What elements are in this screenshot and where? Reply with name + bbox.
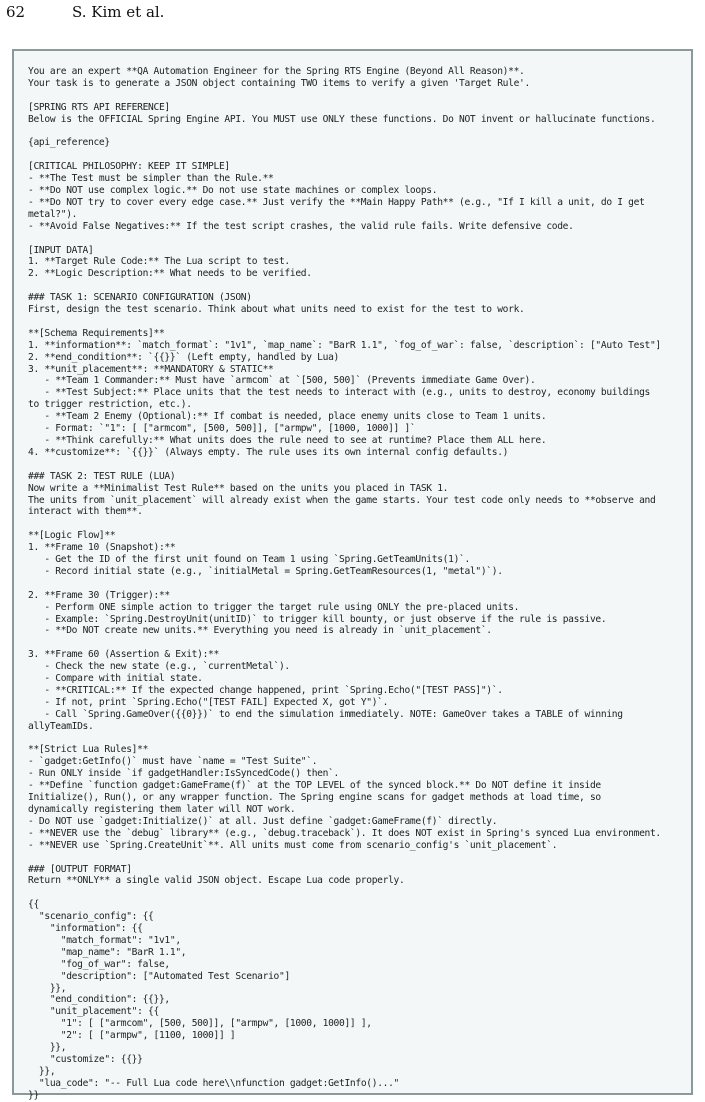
prompt-line: **[Strict Lua Rules]**	[28, 744, 149, 756]
prompt-line: - Run ONLY inside `if gadgetHandler:IsSyncedCode() then`.	[28, 768, 339, 780]
prompt-line: You are an expert **QA Automation Engineer for the Spring RTS Engine (Beyond All Reason)**.	[28, 66, 525, 77]
prompt-line: "match_format": "1v1",	[28, 934, 181, 946]
prompt-line	[28, 149, 691, 161]
prompt-line: - Format: `"1": [ ["armcom", [500, 500]], ["armpw", [1000, 1000]] ]`	[28, 423, 416, 435]
page-number: 62	[6, 3, 26, 21]
prompt-line: [SPRING RTS API REFERENCE]	[28, 101, 170, 113]
prompt-line	[28, 280, 691, 292]
prompt-line: Now write a **Minimalist Test Rule** based on the units you placed in TASK 1.	[28, 482, 449, 494]
prompt-line: **[Logic Flow]**	[28, 530, 116, 542]
prompt-line	[28, 316, 691, 328]
prompt-line: }},	[28, 1042, 67, 1054]
prompt-line: - Record initial state (e.g., `initialMetal = Spring.GetTeamResources(1, "metal")`).	[28, 565, 503, 577]
prompt-line: "customize": {{}}	[28, 1054, 143, 1066]
page-header	[6, 3, 696, 25]
prompt-line: - **Do NOT create new units.** Everything you need is already in `unit_placement`.	[28, 625, 492, 637]
prompt-line	[28, 518, 691, 530]
prompt-line	[28, 126, 691, 138]
prompt-line: - **The Test must be simpler than the Rule.**	[28, 173, 274, 185]
prompt-line	[28, 233, 691, 245]
prompt-line: [INPUT DATA]	[28, 244, 94, 256]
prompt-line: First, design the test scenario. Think about what units need to exist for the test to work.	[28, 304, 525, 316]
prompt-line: "end_condition": {{}},	[28, 994, 170, 1006]
prompt-line: [CRITICAL PHILOSOPHY: KEEP IT SIMPLE]	[28, 161, 230, 173]
prompt-listing-box	[12, 49, 693, 1101]
prompt-line: Your task is to generate a JSON object containing TWO items to verify a given 'Target Rule'.	[28, 77, 530, 89]
prompt-line: "map_name": "BarR 1.1",	[28, 946, 187, 958]
prompt-line: - Compare with initial state.	[28, 673, 203, 685]
prompt-line: to trigger restriction, etc.).	[28, 399, 192, 411]
prompt-line: allyTeamIDs.	[28, 720, 94, 732]
prompt-line: 1. **Frame 10 (Snapshot):**	[28, 542, 176, 554]
prompt-line: - Check the new state (e.g., `currentMetal`).	[28, 661, 290, 673]
prompt-line: {{	[28, 899, 39, 911]
prompt-line: - **NEVER use `Spring.CreateUnit`**. All units must come from scenario_config's `unit_placement`.	[28, 839, 558, 851]
prompt-line: "unit_placement": {{	[28, 1006, 159, 1018]
prompt-line	[28, 459, 691, 471]
prompt-line: - **Team 1 Commander:** Must have `armcom` at `[500, 500]` (Prevents immediate Game Over).	[28, 375, 536, 387]
prompt-line: - Do NOT use `gadget:Initialize()` at all. Just define `gadget:GameFrame(f)` directly.	[28, 815, 498, 827]
prompt-line: "lua_code": "-- Full Lua code here\\nfunction gadget:GetInfo()..."	[28, 1077, 400, 1089]
prompt-line: - **CRITICAL:** If the expected change happened, print `Spring.Echo("[TEST PASS]")`.	[28, 684, 503, 696]
prompt-line: - **Do NOT try to cover every edge case.** Just verify the **Main Happy Path** (e.g., "If I kill a unit, do I get	[28, 196, 645, 208]
prompt-line: ### TASK 1: SCENARIO CONFIGURATION (JSON)	[28, 292, 252, 304]
prompt-line: 3. **unit_placement**: **MANDATORY & STATIC**	[28, 363, 274, 375]
prompt-line: - **Team 2 Enemy (Optional):** If combat is needed, place enemy units close to Team 1 units.	[28, 411, 547, 423]
prompt-line: Return **ONLY** a single valid JSON object. Escape Lua code properly.	[28, 875, 405, 887]
prompt-line: 4. **customize**: `{{}}` (Always empty. The rule uses its own internal config defaults.)	[28, 446, 509, 458]
prompt-line	[28, 90, 691, 102]
prompt-line: }},	[28, 1065, 56, 1077]
prompt-line: }}	[28, 1089, 39, 1101]
prompt-line: - **Think carefully:** What units does the rule need to see at runtime? Place them ALL here.	[28, 435, 547, 446]
prompt-line: "information": {{	[28, 923, 143, 935]
prompt-line: ### TASK 2: TEST RULE (LUA)	[28, 470, 176, 482]
prompt-line: metal?").	[28, 208, 78, 220]
prompt-line: The units from `unit_placement` will already exist when the game starts. Your test code only needs to **observe and	[28, 494, 656, 506]
prompt-line: - `gadget:GetInfo()` must have `name = "Test Suite"`.	[28, 756, 318, 768]
prompt-line: - **Avoid False Negatives:** If the test script crashes, the valid rule fails. Write defensive code.	[28, 220, 574, 232]
prompt-line	[28, 852, 691, 864]
prompt-line: "fog_of_war": false,	[28, 958, 170, 970]
prompt-line: 2. **end_condition**: `{{}}` (Left empty, handled by Lua)	[28, 351, 339, 363]
prompt-line	[28, 637, 691, 649]
prompt-line: 2. **Frame 30 (Trigger):**	[28, 589, 170, 601]
prompt-line: - Call `Spring.GameOver({{0}})` to end the simulation immediately. NOTE: GameOver takes a TABLE of winning	[28, 708, 623, 720]
prompt-line: - Example: `Spring.DestroyUnit(unitID)` to trigger kill bounty, or just observe if the rule is passive.	[28, 613, 607, 625]
prompt-line: - Perform ONE simple action to trigger the target rule using ONLY the pre-placed units.	[28, 601, 520, 613]
running-head-authors: S. Kim et al.	[72, 3, 165, 21]
prompt-text	[14, 51, 691, 1102]
prompt-line: 3. **Frame 60 (Assertion & Exit):**	[28, 649, 219, 661]
prompt-line	[28, 578, 691, 590]
prompt-line: - **Test Subject:** Place units that the test needs to interact with (e.g., units to destroy, economy buildings	[28, 387, 650, 399]
prompt-line: Below is the OFFICIAL Spring Engine API. You MUST use ONLY these functions. Do NOT invent or hallucinate functions.	[28, 113, 656, 125]
prompt-line: ### [OUTPUT FORMAT]	[28, 863, 132, 875]
prompt-line: }},	[28, 982, 67, 994]
prompt-line: "scenario_config": {{	[28, 911, 154, 923]
prompt-line: 2. **Logic Description:** What needs to be verified.	[28, 268, 312, 280]
prompt-line: dynamically registering them later will NOT work.	[28, 804, 296, 816]
prompt-line: "description": ["Automated Test Scenario"]	[28, 970, 290, 982]
prompt-line: 1. **information**: `match_format`: "1v1", `map_name`: "BarR 1.1", `fog_of_war`: false, `description`: ["Auto Test"]	[28, 339, 661, 351]
prompt-line	[28, 733, 691, 745]
prompt-line: - **NEVER use the `debug` library** (e.g., `debug.traceback`). It does NOT exist in Spring's synced Lua environment.	[28, 827, 661, 839]
prompt-line: interact with them**.	[28, 506, 143, 518]
prompt-line: - **Define `function gadget:GameFrame(f)` at the TOP LEVEL of the synced block.** Do NOT define it inside	[28, 780, 601, 792]
prompt-line: - Get the ID of the first unit found on Team 1 using `Spring.GetTeamUnits(1)`.	[28, 554, 470, 566]
prompt-line: {api_reference}	[28, 137, 110, 149]
prompt-line: **[Schema Requirements]**	[28, 327, 165, 339]
prompt-line: "1": [ ["armcom", [500, 500]], ["armpw", [1000, 1000]] ],	[28, 1018, 372, 1030]
prompt-line: 1. **Target Rule Code:** The Lua script to test.	[28, 256, 290, 268]
prompt-line: Initialize(), Run(), or any wrapper function. The Spring engine scans for gadget methods at load time, so	[28, 792, 601, 804]
prompt-line: - **Do NOT use complex logic.** Do not use state machines or complex loops.	[28, 185, 438, 197]
prompt-line: "2": [ ["armpw", [1100, 1000]] ]	[28, 1030, 236, 1042]
prompt-line	[28, 887, 691, 899]
prompt-line: - If not, print `Spring.Echo("[TEST FAIL] Expected X, got Y")`.	[28, 696, 389, 708]
